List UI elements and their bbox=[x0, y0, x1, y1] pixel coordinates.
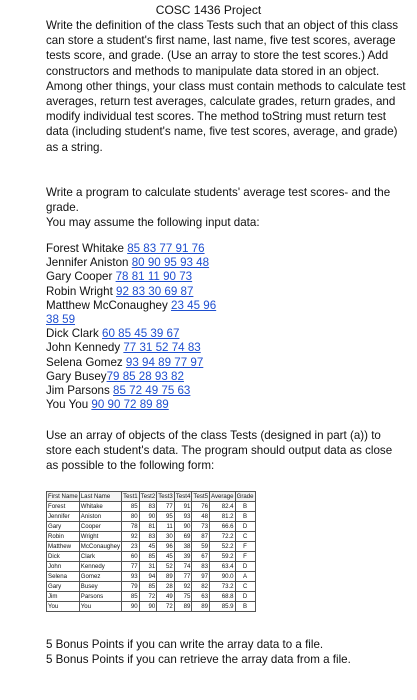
table-cell: D bbox=[235, 592, 255, 602]
table-cell: D bbox=[235, 562, 255, 572]
column-header: Test4 bbox=[175, 493, 191, 500]
input-row bbox=[46, 341, 406, 355]
table-cell: 85.9 bbox=[209, 602, 235, 612]
table-cell: 91 bbox=[174, 502, 192, 512]
table-row bbox=[47, 582, 256, 592]
table-cell: 83 bbox=[139, 532, 157, 542]
table-cell: 23 bbox=[122, 542, 140, 552]
column-header: Test2 bbox=[140, 493, 156, 500]
table-cell: 96 bbox=[157, 542, 175, 552]
input-row bbox=[46, 313, 406, 327]
table-cell: 89 bbox=[157, 572, 175, 582]
table-cell: 89 bbox=[174, 602, 192, 612]
paragraph-array-objects: Use an array of objects of the class Tests (designed in part (a)) to store each student's data. The program should output data as close as possible to the following form: bbox=[46, 429, 393, 473]
table-cell: 93 bbox=[174, 512, 192, 522]
student-name: Dick Clark bbox=[46, 327, 103, 341]
table-row bbox=[47, 532, 256, 542]
table-cell: 75 bbox=[174, 592, 192, 602]
student-name: Selena Gomez bbox=[46, 355, 126, 369]
table-cell: F bbox=[235, 542, 255, 552]
table-cell: Gary bbox=[47, 582, 80, 592]
input-data-list bbox=[46, 242, 406, 412]
table-cell: 92 bbox=[174, 582, 192, 592]
table-cell: 45 bbox=[139, 542, 157, 552]
table-cell: 52.2 bbox=[209, 542, 235, 552]
table-cell: Parsons bbox=[79, 592, 121, 602]
student-scores: 85 72 49 75 63 bbox=[113, 384, 191, 398]
table-cell: Cooper bbox=[79, 522, 121, 532]
table-cell: 77 bbox=[157, 502, 175, 512]
table-row bbox=[47, 542, 256, 552]
table-cell: 52 bbox=[157, 562, 175, 572]
table-cell: 73.2 bbox=[209, 582, 235, 592]
table-cell: 28 bbox=[157, 582, 175, 592]
table-cell: 39 bbox=[174, 552, 192, 562]
page-title: COSC 1436 Project bbox=[155, 3, 262, 17]
student-name: Forest Whitake bbox=[46, 242, 128, 255]
table-cell: You bbox=[47, 602, 80, 612]
table-cell: 90 bbox=[139, 602, 157, 612]
table-cell: Jim bbox=[47, 592, 80, 602]
paragraph-input-note: You may assume the following input data: bbox=[46, 216, 260, 229]
table-cell: 73 bbox=[192, 522, 210, 532]
table-cell: Busey bbox=[79, 582, 121, 592]
column-header: Average bbox=[210, 493, 234, 500]
table-cell: Selena bbox=[47, 572, 80, 582]
student-name: Gary Busey bbox=[46, 369, 107, 383]
table-row bbox=[47, 592, 256, 602]
table-cell: D bbox=[235, 522, 255, 532]
table-cell: 72 bbox=[139, 592, 157, 602]
table-cell: Clark bbox=[79, 552, 121, 562]
column-header: Test5 bbox=[193, 493, 208, 500]
student-name: John Kennedy bbox=[46, 341, 124, 355]
column-header: Test3 bbox=[158, 493, 173, 500]
bonus-section bbox=[46, 637, 406, 667]
table-cell: 90 bbox=[174, 522, 192, 532]
table-cell: 87 bbox=[192, 532, 210, 542]
table-cell: 79 bbox=[122, 582, 140, 592]
table-cell: C bbox=[235, 532, 255, 542]
table-cell: 90 bbox=[139, 512, 157, 522]
output-table bbox=[46, 491, 256, 612]
student-scores: 60 85 45 39 67 bbox=[102, 327, 180, 341]
table-cell: 78 bbox=[122, 522, 140, 532]
input-row bbox=[46, 242, 406, 256]
table-cell: 90.0 bbox=[209, 572, 235, 582]
table-cell: 85 bbox=[122, 502, 140, 512]
student-name: Robin Wright bbox=[46, 284, 117, 298]
student-name: Matthew McConaughey bbox=[46, 298, 172, 312]
student-name: Jennifer Aniston bbox=[46, 256, 132, 270]
table-cell: 69 bbox=[174, 532, 192, 542]
table-cell: John bbox=[47, 562, 80, 572]
student-scores: 79 85 28 93 82 bbox=[106, 369, 184, 383]
table-row bbox=[47, 562, 256, 572]
table-cell: 85 bbox=[122, 592, 140, 602]
paragraph-class-definition: Write the definition of the class Tests such that an object of this class can store a student's first name, last name, five test scores, average tests score, and grade. (Use an array to store the test scores.) Add constructors and methods to manipulate data stored in an object. Among other things, your class must contain methods to calculate test averages, return test averages, calculate grades, return grades, and modify individual test scores. The method toString must return test data (including student's name, five test scores, average, and grade) as a string. bbox=[46, 19, 406, 154]
bonus-read-file: 5 Bonus Points if you can retrieve the array data from a file. bbox=[46, 653, 351, 666]
table-cell: 45 bbox=[157, 552, 175, 562]
table-cell: 93 bbox=[122, 572, 140, 582]
table-cell: 60 bbox=[122, 552, 140, 562]
student-scores: 77 31 52 74 83 bbox=[123, 341, 201, 355]
table-cell: 89 bbox=[192, 602, 210, 612]
table-cell: 59 bbox=[192, 542, 210, 552]
student-scores: 78 81 11 90 73 bbox=[115, 270, 193, 284]
table-cell: 67 bbox=[192, 552, 210, 562]
input-row bbox=[46, 370, 406, 384]
table-cell: 38 bbox=[174, 542, 192, 552]
student-name: Jim Parsons bbox=[46, 384, 114, 398]
table-cell: 80 bbox=[122, 512, 140, 522]
table-cell: 90 bbox=[122, 602, 140, 612]
table-cell: McConaughey bbox=[80, 543, 121, 550]
table-cell: 83 bbox=[139, 502, 157, 512]
student-name: Gary Cooper bbox=[46, 270, 116, 284]
student-scores: 23 45 96 bbox=[171, 298, 217, 312]
table-cell: 81 bbox=[139, 522, 157, 532]
table-cell: 68.8 bbox=[209, 592, 235, 602]
student-scores: 85 83 77 91 76 bbox=[127, 242, 205, 255]
table-cell: 85 bbox=[139, 582, 157, 592]
student-scores: 92 83 30 69 87 bbox=[116, 284, 194, 298]
table-cell: Matthew bbox=[47, 542, 80, 552]
table-row bbox=[47, 602, 256, 612]
student-scores: 93 94 89 77 97 bbox=[125, 355, 204, 369]
table-cell: You bbox=[79, 602, 121, 612]
bonus-write-file: 5 Bonus Points if you can write the array data to a file. bbox=[46, 638, 324, 651]
table-cell: 11 bbox=[157, 522, 175, 532]
input-row bbox=[46, 285, 406, 299]
student-scores: 38 59 bbox=[46, 313, 76, 327]
table-cell: B bbox=[235, 512, 255, 522]
table-cell: 77 bbox=[174, 572, 192, 582]
column-header: Test1 bbox=[123, 493, 138, 500]
table-cell: 72.2 bbox=[209, 532, 235, 542]
table-cell: 94 bbox=[139, 572, 157, 582]
table-cell: 82 bbox=[192, 582, 210, 592]
input-row bbox=[46, 356, 406, 370]
table-cell: A bbox=[235, 572, 255, 582]
table-row bbox=[47, 502, 256, 512]
input-row bbox=[46, 270, 406, 284]
table-cell: 48 bbox=[192, 512, 210, 522]
table-cell: 63.4 bbox=[209, 562, 235, 572]
table-cell: Whitake bbox=[79, 502, 121, 512]
table-cell: Jennifer bbox=[47, 512, 80, 522]
input-row bbox=[46, 398, 406, 412]
table-cell: 76 bbox=[192, 502, 210, 512]
table-cell: F bbox=[235, 552, 255, 562]
table-cell: Aniston bbox=[79, 512, 121, 522]
student-name: You You bbox=[46, 398, 92, 412]
table-cell: 83 bbox=[192, 562, 210, 572]
table-row bbox=[47, 512, 256, 522]
input-row bbox=[46, 299, 406, 313]
table-cell: 30 bbox=[157, 532, 175, 542]
column-header: Last Name bbox=[79, 492, 121, 502]
table-cell: 92 bbox=[122, 532, 140, 542]
student-scores: 80 90 95 93 48 bbox=[131, 256, 210, 270]
table-cell: 49 bbox=[157, 592, 175, 602]
table-cell: 81.2 bbox=[209, 512, 235, 522]
table-cell: Gary bbox=[47, 522, 80, 532]
input-row bbox=[46, 256, 406, 270]
table-cell: B bbox=[235, 602, 255, 612]
column-header: Grade bbox=[236, 493, 254, 500]
input-row bbox=[46, 384, 406, 398]
table-cell: 31 bbox=[139, 562, 157, 572]
table-cell: Kennedy bbox=[79, 562, 121, 572]
table-cell: Wright bbox=[79, 532, 121, 542]
student-scores: 90 90 72 89 89 bbox=[91, 398, 169, 412]
table-row bbox=[47, 572, 256, 582]
table-cell: 74 bbox=[174, 562, 192, 572]
paragraph-program: Write a program to calculate students' average test scores- and the grade. bbox=[46, 186, 391, 215]
table-cell: B bbox=[235, 502, 255, 512]
table-cell: 85 bbox=[139, 552, 157, 562]
table-cell: 72 bbox=[157, 602, 175, 612]
input-row bbox=[46, 327, 406, 341]
table-row bbox=[47, 552, 256, 562]
table-cell: 77 bbox=[122, 562, 140, 572]
table-cell: 59.2 bbox=[209, 552, 235, 562]
table-cell: 66.6 bbox=[209, 522, 235, 532]
table-cell: Forest bbox=[47, 502, 80, 512]
table-cell: Dick bbox=[47, 552, 80, 562]
table-header-row bbox=[47, 492, 256, 502]
table-cell: 82.4 bbox=[209, 502, 235, 512]
table-cell: Gomez bbox=[79, 572, 121, 582]
table-cell: C bbox=[235, 582, 255, 592]
table-cell: 63 bbox=[192, 592, 210, 602]
table-cell: 97 bbox=[192, 572, 210, 582]
table-cell: 95 bbox=[157, 512, 175, 522]
table-cell: Robin bbox=[47, 532, 80, 542]
table-row bbox=[47, 522, 256, 532]
column-header: First Name bbox=[48, 493, 78, 500]
